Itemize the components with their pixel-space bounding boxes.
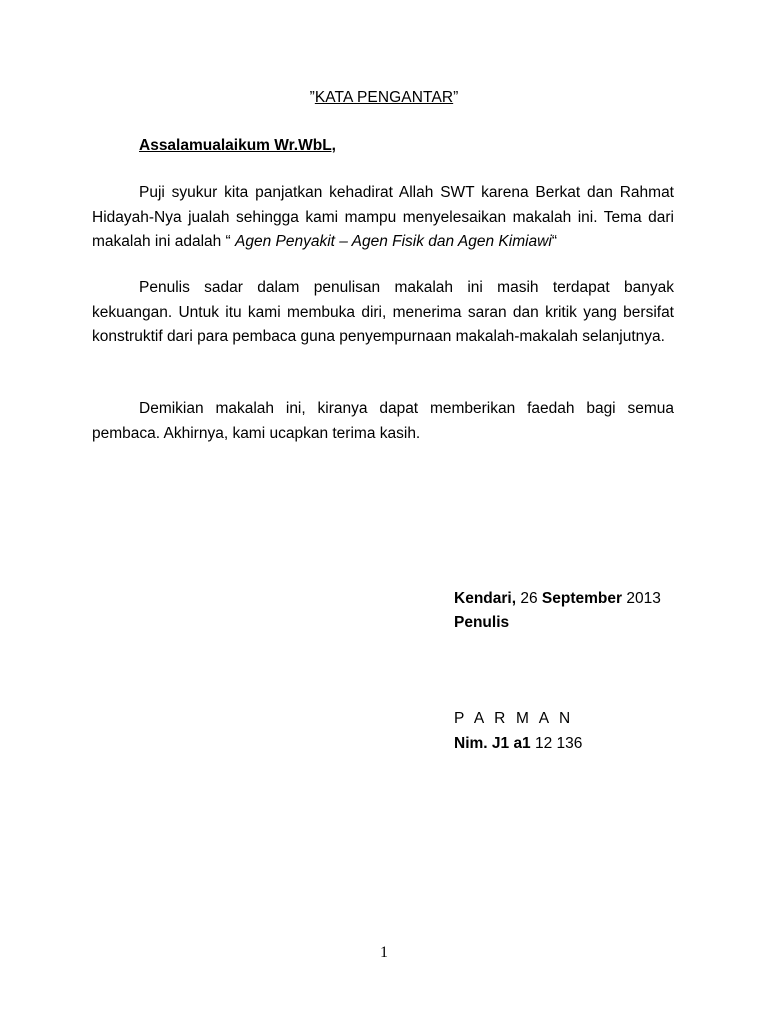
paragraph-intro [92, 181, 674, 255]
title-text: KATA PENGANTAR [314, 89, 454, 106]
signature-day: 26 [520, 590, 538, 607]
title-open-quote: ” [309, 89, 315, 106]
page-number: 1 [380, 944, 388, 961]
paragraph-feedback: Penulis sadar dalam penulisan makalah ini masih terdapat banyak kekuangan. Untuk itu kami membuka diri, menerima saran dan kritik yang bersifat konstruktif dari para pembaca guna penyempurnaan makalah-makalah selanjutnya. [92, 279, 674, 345]
signature-name: P A R M A N [454, 710, 574, 727]
signature-place-date [454, 590, 661, 608]
signature-month: September [541, 590, 623, 607]
paragraph-closing: Demikian makalah ini, kiranya dapat memberikan faedah bagi semua pembaca. Akhirnya, kami ucapkan terima kasih. [92, 400, 674, 442]
paragraph-intro-text: Puji syukur kita panjatkan kehadirat Allah SWT karena Berkat dan Rahmat Hidayah-Nya jualah sehingga kami mampu menyelesaikan makalah ini. Tema dari makalah ini adalah “ [92, 184, 674, 250]
signature-nim-label: Nim. J1 a1 [454, 735, 531, 752]
signature-year: 2013 [626, 590, 661, 607]
signature-role: Penulis [454, 614, 510, 631]
greeting: Assalamualaikum Wr.WbL, [139, 137, 336, 154]
title-close-quote: ” [453, 89, 459, 106]
signature-place: Kendari, [454, 590, 517, 607]
paragraph-intro-close-quote: “ [551, 233, 557, 250]
paragraph-intro-topic: Agen Penyakit – Agen Fisik dan Agen Kimiawi [235, 233, 552, 250]
document-title [0, 89, 768, 107]
signature-nim [454, 735, 582, 753]
signature-nim-number: 12 136 [535, 735, 583, 752]
